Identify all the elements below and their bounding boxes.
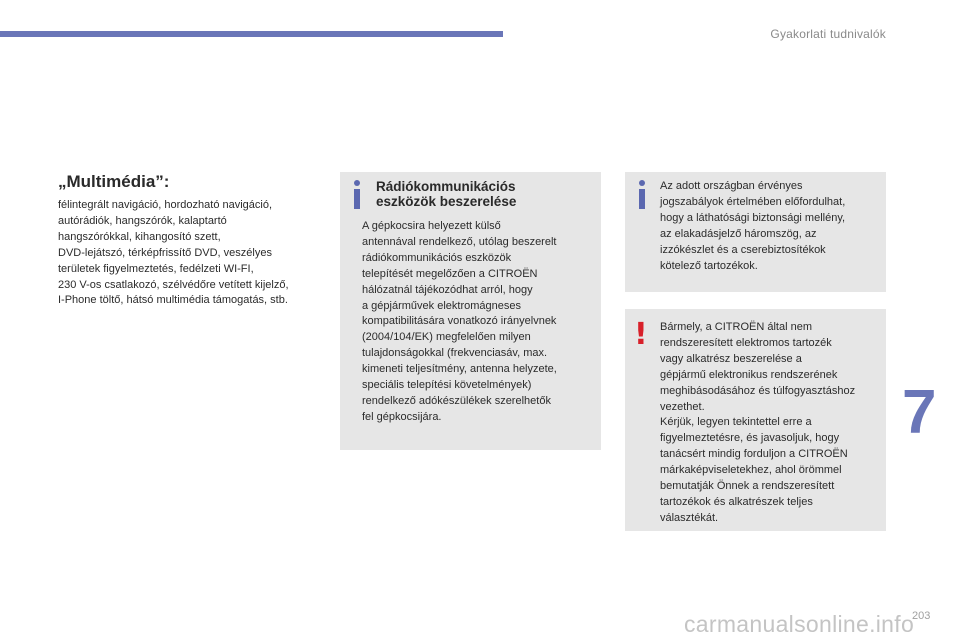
info-box-text: A gépkocsira helyezett külső antennával rendelkező, utólag beszerelt rádiókommunikációs eszközök telepítését megelőzően a CITROËN hálózatnál tájékozódhat arról, hogy a gépjárművek elektromágneses kompatibilitására vonatkozó irányelvnek (2004/104/EK) megfelelően milyen tulajdonságokkal (frekvenciasáv, max. kimeneti teljesítmény, antenna helyzete, speciális telepítési követelmények) rendelkező adókészülékek szerelhetők fel gépkocsijára.: [362, 220, 557, 423]
info-icon: [353, 180, 361, 210]
section-intro: félintegrált navigáció, hordozható navigáció, autórádiók, hangszórók, kalaptartó hangszórókkal, kihangosító szett, DVD-lejátszó, térképfrissítő DVD, veszélyes területek figyelmeztetés, fedélzeti WI-FI, 230 V-os csatlakozó, szélvédőre vetített kijelző, I-Phone töltő, hátsó multimédia támogatás, stb.: [58, 199, 289, 307]
electrical-accessories-warning-box: [625, 309, 886, 531]
page-header-title: Gyakorlati tudnivalók: [770, 27, 886, 41]
radio-equipment-info-box: [340, 172, 601, 450]
watermark-text: carmanualsonline.info: [684, 611, 915, 637]
page-number: 203: [912, 610, 931, 622]
info-box-text: Az adott országban érvényes jogszabályok értelmében előfordulhat, hogy a láthatósági biztonsági mellény, az elakadásjelző háromszög, az izzókészlet és a cserebiztosítékok kötelező tartozékok.: [660, 180, 846, 272]
warning-box-text: Bármely, a CITROËN által nem rendszeresített elektromos tartozék vagy alkatrész beszerelése a gépjármű elektronikus rendszerének meghibásodásához és túlfogyasztáshoz vezethet. Kérjük, legyen tekintettel erre a figyelmeztetésre, és javasoljuk, hogy tanácsért mindig forduljon a CITROËN márkaképviseletekhez, ahol örömmel bemutatják Önnek a rendszeresített tartozékok és alkatrészek teljes választékát.: [660, 321, 856, 524]
mandatory-accessories-info-box: [625, 172, 886, 292]
info-box-title: Rádiókommunikációs eszközök beszerelése: [376, 179, 517, 209]
header-accent-bar: [0, 31, 503, 37]
section-title: „Multimédia”:: [58, 172, 170, 191]
chapter-number: 7: [902, 378, 937, 447]
info-icon: [638, 180, 646, 210]
warning-icon: !: [634, 317, 648, 352]
